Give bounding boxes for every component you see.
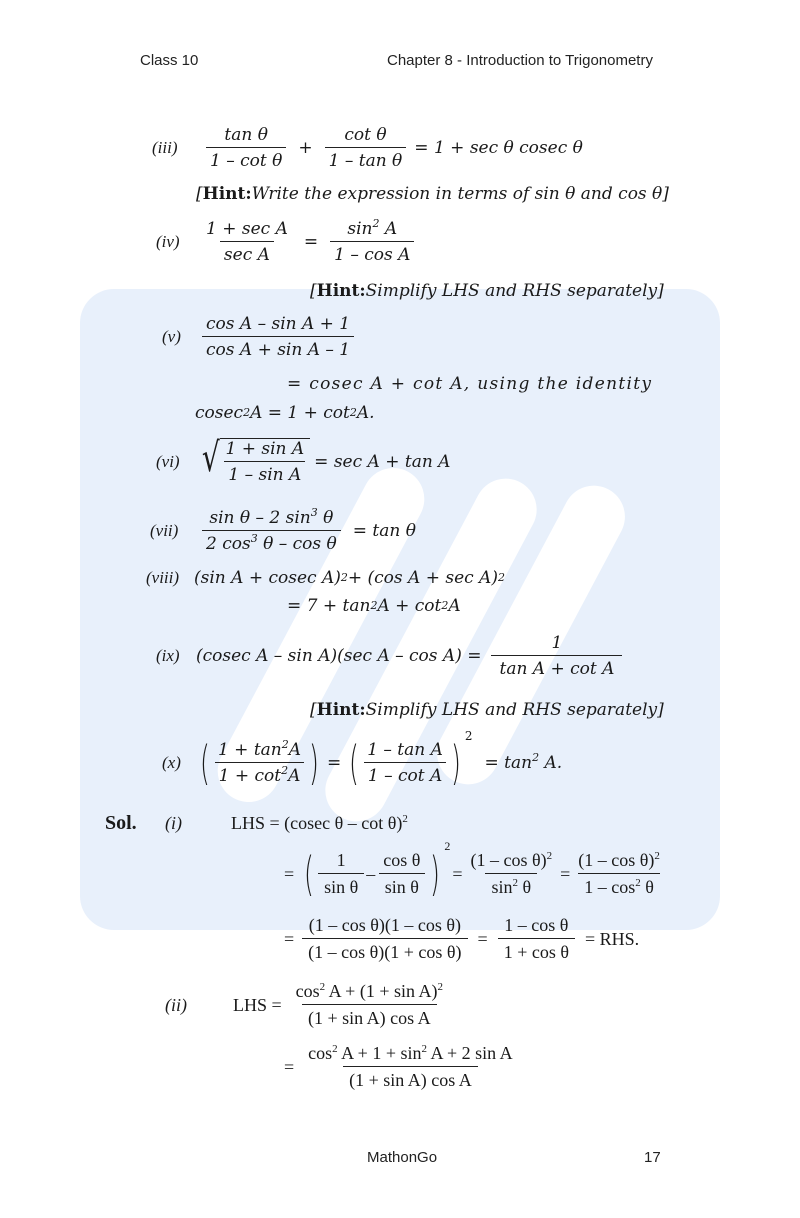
fraction (302, 915, 467, 963)
exercise-v (162, 314, 358, 360)
solution-ii-line1 (165, 981, 449, 1029)
denominator: 1 + cos θ (498, 938, 575, 963)
denominator: 1 – cot A (364, 762, 446, 786)
numerator: (1 – cos θ)(1 – cos θ) (308, 915, 461, 935)
fraction (498, 915, 575, 963)
footer-brand: MathonGo (367, 1149, 438, 1166)
equals-sign: = (452, 863, 463, 884)
fraction (572, 850, 666, 898)
rhs: = 1 + sec θ cosec θ (414, 138, 583, 158)
exercise-iv (156, 219, 418, 265)
exercise-viii-line2: = 7 + tan 2 A + cot 2 A (287, 596, 461, 616)
fraction (214, 740, 305, 786)
paren-close: ) (450, 736, 461, 790)
lhs: LHS = (233, 994, 282, 1015)
denominator: 1 – sin A (224, 461, 305, 485)
exercise-label: (ix) (156, 646, 180, 665)
hint-bracket: ] (657, 700, 664, 720)
denominator: 1 – cot θ (206, 147, 286, 171)
exercise-ix (156, 633, 626, 679)
hint-bracket: [ (196, 184, 203, 204)
radical-icon: √ (201, 435, 220, 481)
minus-sign: – (366, 863, 376, 884)
solution-label: (ii) (165, 994, 187, 1015)
exercise-x (162, 736, 563, 790)
header-chapter: Chapter 8 - Introduction to Trigonometry (387, 52, 653, 69)
exercise-viii: (viii) (sin A + cosec A) 2 + (cos A + sec A) 2 (146, 568, 505, 588)
exercise-v-line2: cosec 2 A = 1 + cot 2 A. (195, 403, 375, 423)
numerator: 1 – cos θ (504, 915, 569, 935)
fraction (290, 981, 449, 1029)
numerator: 1 (336, 850, 346, 870)
numerator: cos θ (383, 850, 421, 870)
hint-text: Simplify LHS and RHS separately (365, 281, 658, 301)
solution-i-line2 (284, 847, 666, 901)
denominator: (1 + sin A) cos A (343, 1066, 478, 1091)
denominator: $1 + \cot^2A$ (215, 762, 305, 786)
fraction (202, 219, 292, 265)
paren-close: ) (430, 847, 441, 901)
exercise-label: (iv) (156, 232, 180, 251)
fraction (202, 314, 354, 360)
hint-bracket: ] (662, 184, 669, 204)
numerator: tan θ (224, 125, 268, 145)
fraction (377, 850, 426, 898)
rhs: = RHS. (584, 928, 640, 949)
fraction (325, 125, 407, 171)
exercise-v-line1: = cosec A + cot A, using the identity (287, 374, 653, 394)
hint-iii (196, 184, 669, 204)
numerator: 1 + sin A (225, 439, 305, 459)
denominator: 1 – cos A (330, 241, 414, 265)
rhs: = $\tan^2 A$. (484, 751, 563, 773)
paren-open: ( (349, 736, 360, 790)
equals-sign: = (284, 928, 295, 949)
square-root (198, 435, 310, 485)
rhs: = tan θ (352, 521, 416, 541)
denominator: sin θ (318, 873, 364, 898)
exercise-label: (v) (162, 327, 181, 346)
numerator: (1 – cos θ)$^2$ (470, 850, 553, 870)
hint-label: Hint: (316, 700, 366, 720)
numerator: (1 – cos θ)$^2$ (578, 850, 660, 870)
numerator: $\cos^2 A + (1 + \sin A)^2$ (295, 981, 443, 1001)
fraction (318, 850, 364, 898)
paren-close: ) (309, 736, 319, 790)
paren-open: ( (304, 847, 315, 901)
fraction (202, 508, 341, 554)
plus-sign: + (298, 138, 313, 158)
numerator: cot θ (344, 125, 387, 145)
fraction (363, 740, 447, 786)
equals-sign: = (560, 863, 571, 884)
numerator: 1 (551, 633, 563, 653)
lhs: LHS = (cosec θ – cot θ)$^2$ (231, 813, 408, 833)
denominator: cos A + sin A – 1 (202, 336, 354, 360)
numerator: $\cos^2 A + 1 + \sin^2 A + 2$ sin A (308, 1043, 513, 1063)
hint-label: Hint: (202, 184, 252, 204)
exercise-label: (iii) (152, 138, 178, 157)
header-class: Class 10 (140, 52, 199, 69)
exercise-label: (vi) (156, 451, 180, 471)
exercise-label: (x) (162, 753, 181, 772)
denominator: 2 $\cos^3 \theta$ – cos θ (202, 530, 341, 554)
denominator: tan A + cot A (491, 655, 622, 679)
hint-iv (310, 281, 664, 301)
lhs: (cosec A – sin A)(sec A – cos A) = (196, 646, 482, 666)
denominator: $\sin^2 \theta$ (485, 873, 537, 898)
hint-bracket: [ (310, 700, 317, 720)
solution-label: (i) (165, 813, 182, 833)
fraction (302, 1043, 519, 1091)
exercise-vii (150, 508, 416, 554)
denominator: sin θ (379, 873, 425, 898)
fraction (206, 125, 286, 171)
denominator: (1 + sin A) cos A (302, 1004, 437, 1029)
exercise-label: (vii) (150, 521, 179, 540)
equals-sign: = (326, 753, 342, 773)
equals-sign: = (477, 928, 488, 949)
denominator: 1 – tan θ (325, 147, 407, 171)
numerator: sin θ – 2 $\sin^3 \theta$ (209, 506, 334, 528)
fraction (330, 219, 414, 265)
hint-text: Write the expression in terms of sin θ and cos θ (251, 184, 663, 204)
solution-title: Sol. (105, 812, 137, 834)
fraction (491, 633, 622, 679)
exercise-vi (156, 435, 451, 485)
denominator: $1 - \cos^2 \theta$ (578, 873, 660, 898)
solution-i-line1 (105, 812, 408, 835)
equals-sign: = (284, 1056, 295, 1077)
equals-sign: = (303, 232, 319, 252)
rhs: = sec A + tan A (314, 451, 451, 472)
hint-text: Simplify LHS and RHS separately (365, 700, 658, 720)
numerator: 1 – tan A (367, 740, 443, 760)
hint-bracket: ] (657, 281, 664, 301)
exercise-label: (viii) (146, 568, 180, 587)
exercise-iii (152, 125, 583, 171)
hint-ix (310, 700, 664, 720)
solution-ii-line2 (284, 1043, 519, 1091)
page-number: 17 (644, 1149, 661, 1166)
hint-bracket: [ (310, 281, 317, 301)
fraction (464, 850, 558, 898)
numerator: $1 + \tan^2A$ (217, 738, 302, 760)
denominator: sec A (220, 241, 274, 265)
paren-open: ( (200, 736, 210, 790)
numerator: cos A – sin A + 1 (206, 314, 351, 334)
numerator: $\sin^2 A$ (347, 217, 398, 239)
numerator: 1 + sec A (206, 219, 288, 239)
equals-sign: = (284, 863, 295, 884)
solution-i-line3 (284, 915, 639, 963)
denominator: (1 – cos θ)(1 + cos θ) (302, 938, 467, 963)
hint-label: Hint: (316, 281, 366, 301)
